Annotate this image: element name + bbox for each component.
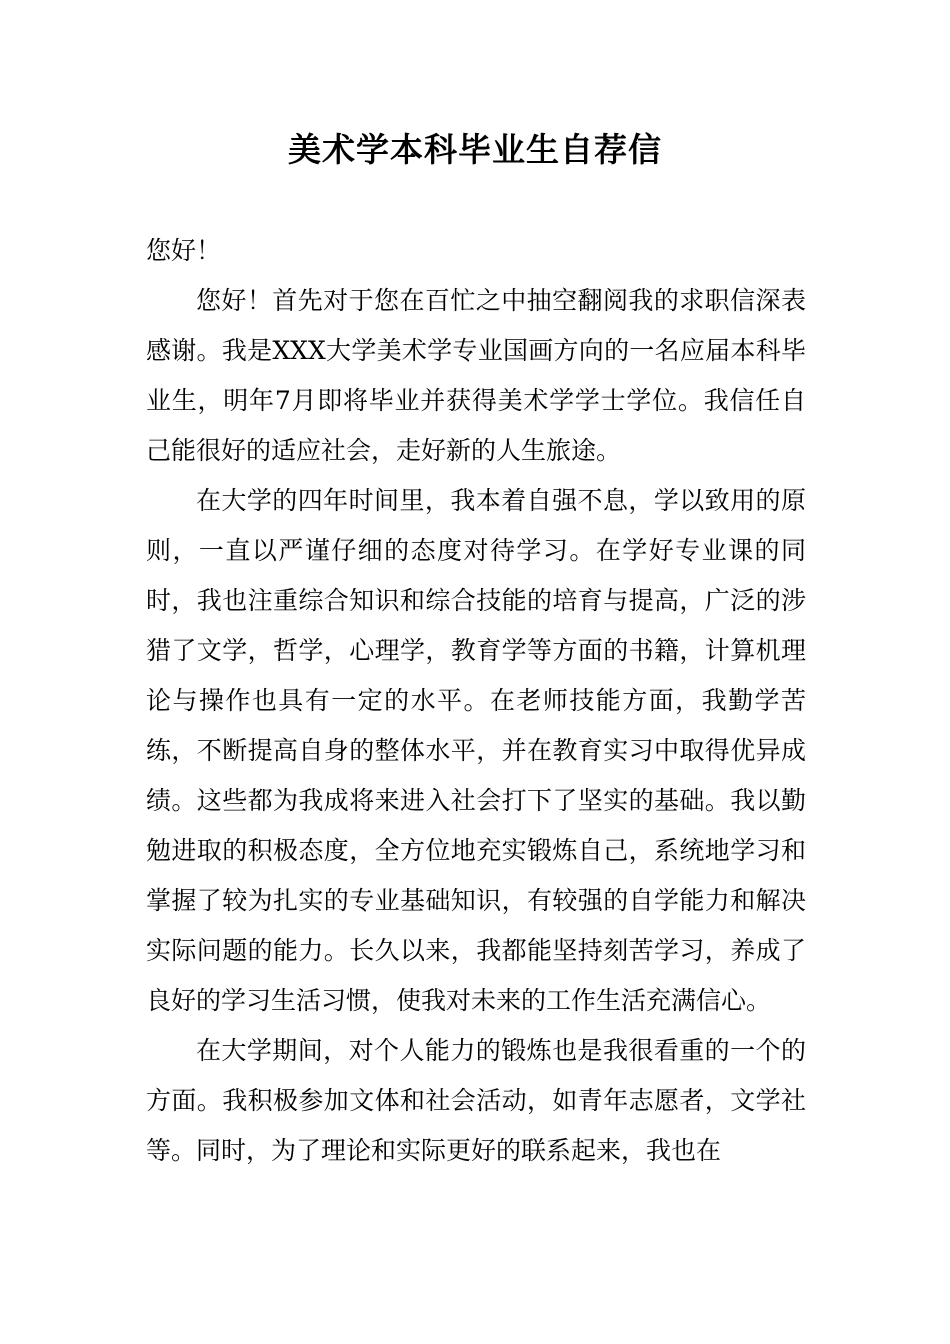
paragraph-intro: 您好！首先对于您在百忙之中抽空翻阅我的求职信深表感谢。我是XXX大学美术学专业国画方向的一名应届本科毕业生，明年7月即将毕业并获得美术学学士学位。我信任自己能很好的适应社会，走好新的人生旅途。: [146, 286, 806, 465]
paragraph-activities: 在大学期间，对个人能力的锻炼也是我很看重的一个的方面。我积极参加文体和社会活动，如青年志愿者，文学社等。同时，为了理论和实际更好的联系起来，我也在: [146, 1036, 806, 1165]
salutation: 您好！: [146, 236, 222, 265]
document-title: 美术学本科毕业生自荐信: [288, 130, 662, 169]
paragraph-study: 在大学的四年时间里，我本着自强不息，学以致用的原则，一直以严谨仔细的态度对待学习。在学好专业课的同时，我也注重综合知识和综合技能的培育与提高，广泛的涉猎了文学，哲学，心理学，教育学等方面的书籍，计算机理论与操作也具有一定的水平。在老师技能方面，我勤学苦练，不断提高自身的整体水平，并在教育实习中取得优异成绩。这些都为我成将来进入社会打下了坚实的基础。我以勤勉进取的积极态度，全方位地充实锻炼自己，系统地学习和掌握了较为扎实的专业基础知识，有较强的自学能力和解决实际问题的能力。长久以来，我都能坚持刻苦学习，养成了良好的学习生活习惯，使我对未来的工作生活充满信心。: [146, 486, 806, 1015]
letter-body: [146, 226, 806, 1176]
